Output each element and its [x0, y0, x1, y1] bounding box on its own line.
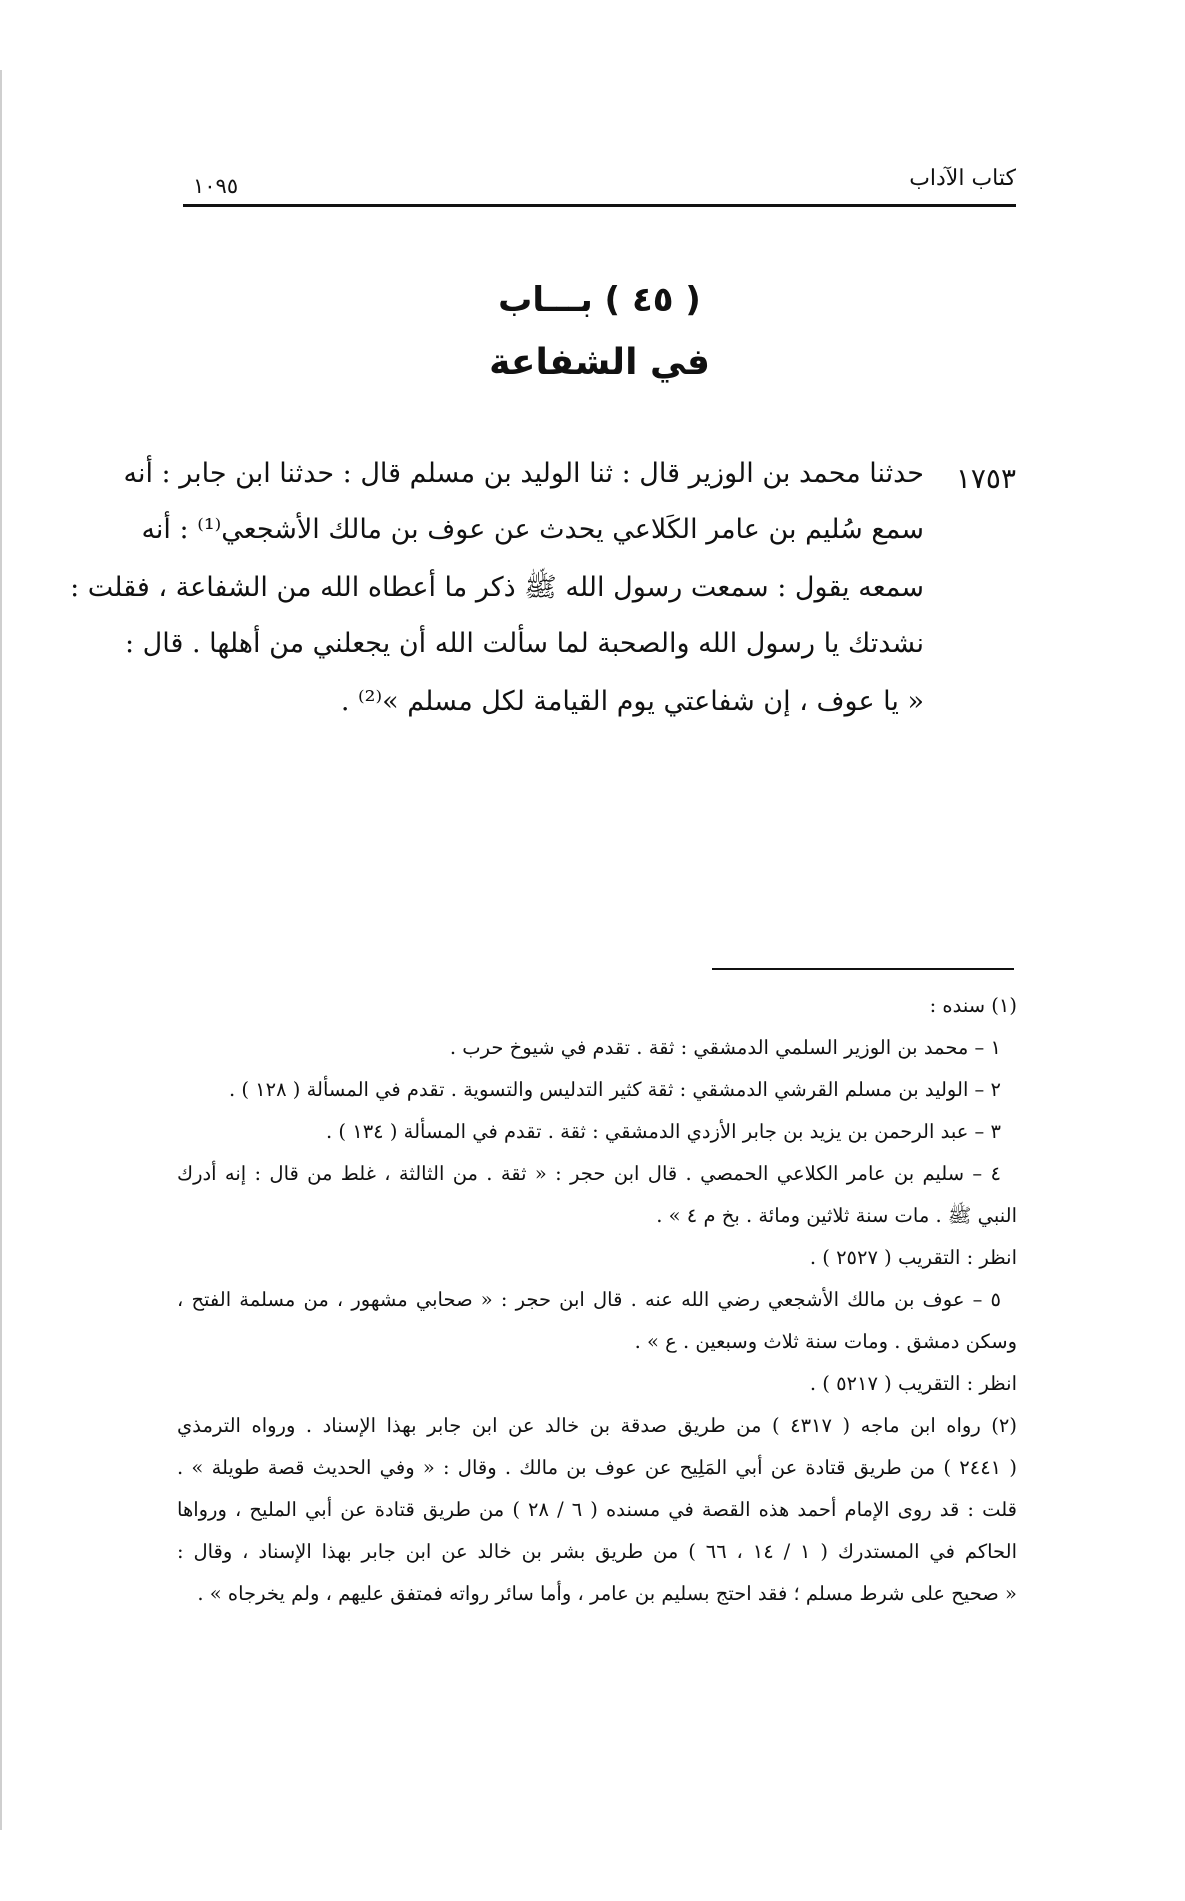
page-number: ١٠٩٥	[193, 174, 239, 198]
footnote-line: الحاكم في المستدرك ( ١ / ١٤ ، ٦٦ ) من طريق بشر بن خالد عن ابن جابر بهذا الإسناد ، وقال :	[177, 1540, 1017, 1563]
footnote-line: ٢ – الوليد بن مسلم القرشي الدمشقي : ثقة كثير التدليس والتسوية . تقدم في المسألة ( ١٢٨ ) .	[228, 1078, 1001, 1101]
footnote-line: ٥ – عوف بن مالك الأشجعي رضي الله عنه . قال ابن حجر : « صحابي مشهور ، من مسلمة الفتح ،	[177, 1288, 1001, 1311]
footnote-line: ١ – محمد بن الوزير السلمي الدمشقي : ثقة . تقدم في شيوخ حرب .	[449, 1036, 1001, 1059]
running-header	[183, 160, 1016, 206]
header-rule	[183, 204, 1016, 207]
hadith-line: حدثنا محمد بن الوزير قال : ثنا الوليد بن مسلم قال : حدثنا ابن جابر : أنه	[123, 458, 924, 489]
hadith-number: ١٧٥٣	[955, 462, 1016, 495]
footnote-line: ٤ – سليم بن عامر الكلاعي الحمصي . قال ابن حجر : « ثقة . من الثالثة ، غلط من قال : إنه أدرك	[177, 1162, 1001, 1185]
chapter-title: في الشفاعة	[489, 342, 710, 383]
footnote-line: انظر : التقريب ( ٢٥٢٧ ) .	[809, 1246, 1017, 1269]
footnote-line: (٢) رواه ابن ماجه ( ٤٣١٧ ) من طريق صدقة بن خالد عن ابن جابر بهذا الإسناد . ورواه الترمذي	[177, 1414, 1017, 1437]
hadith-line: سمعه يقول : سمعت رسول الله ﷺ ذكر ما أعطاه الله من الشفاعة ، فقلت :	[70, 572, 924, 603]
footnote-line: وسكن دمشق . ومات سنة ثلاث وسبعين . ع » .	[634, 1330, 1017, 1353]
chapter-number: ( ٤٥ ) بـــاب	[498, 280, 701, 320]
hadith-line: « يا عوف ، إن شفاعتي يوم القيامة لكل مسلم »⁽²⁾ .	[340, 686, 924, 717]
hadith-line: سمع سُليم بن عامر الكَلاعي يحدث عن عوف بن مالك الأشجعي⁽¹⁾ : أنه	[141, 514, 924, 545]
footnote-line: قلت : قد روى الإمام أحمد هذه القصة في مسنده ( ٦ / ٢٨ ) من طريق قتادة عن أبي المليح ، ورواها	[177, 1498, 1017, 1521]
footnote-line: ( ٢٤٤١ ) من طريق قتادة عن أبي المَلِيح عن عوف بن مالك . وقال : « وفي الحديث قصة طويلة » .	[177, 1456, 1017, 1479]
footnote-line: (١) سنده :	[929, 994, 1017, 1017]
footnote-line: انظر : التقريب ( ٥٢١٧ ) .	[809, 1372, 1017, 1395]
book-title: كتاب الآداب	[909, 166, 1016, 191]
page-edge	[0, 70, 2, 1830]
hadith-line: نشدتك يا رسول الله والصحبة لما سألت الله أن يجعلني من أهلها . قال :	[124, 628, 924, 659]
footnote-rule	[712, 968, 1014, 970]
footnote-line: النبي ﷺ . مات سنة ثلاثين ومائة . بخ م ٤ » .	[656, 1204, 1017, 1227]
footnote-line: « صحيح على شرط مسلم ؛ فقد احتج بسليم بن عامر ، وأما سائر رواته فمتفق عليهم ، ولم يخرجاه » .	[197, 1582, 1017, 1605]
footnote-line: ٣ – عبد الرحمن بن يزيد بن جابر الأزدي الدمشقي : ثقة . تقدم في المسألة ( ١٣٤ ) .	[326, 1120, 1001, 1143]
